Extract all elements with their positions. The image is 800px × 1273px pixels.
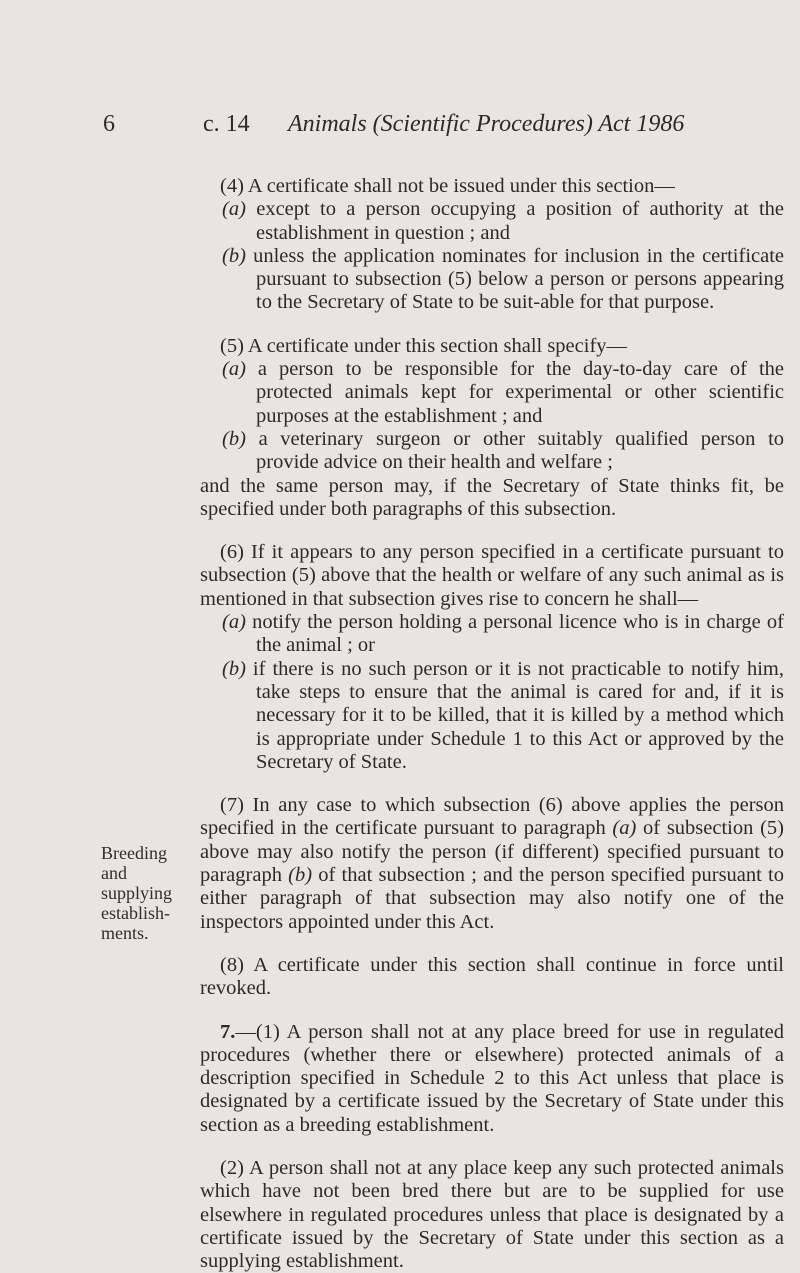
section-7-subsection-1: 7.—(1) A person shall not at any place breed for use in regulated procedures (whether there or elsewhere) protected animals of a description specified in Schedule 2 to this Act unless that place is designated by a certificate issued by the Secretary of State under this section as a breeding establishment. [200,1020,784,1136]
subsection-6-intro: (6) If it appears to any person specified in a certificate pursuant to subsection (5) above that the health or welfare of any such animal as is mentioned in that subsection gives rise to concern he shall— [200,541,784,610]
paragraph-5b [200,428,784,475]
page-number: 6 [103,111,115,137]
body-text [200,175,784,1273]
para-text: notify the person holding a personal licence who is in charge of the animal ; or [252,611,784,657]
para-label: (b) [222,427,246,450]
para-ref: (b) [288,864,313,887]
chapter-ref: c. 14 [203,111,250,137]
margin-note-line: establish- [101,903,170,923]
para-text: a person to be responsible for the day-to-day care of the protected animals kept for experimental or other scientific purposes at the establishment ; and [256,358,784,427]
section-number: 7. [220,1020,236,1043]
margin-note-line: supplying [101,883,173,903]
act-title: Animals (Scientific Procedures) Act 1986 [288,111,685,137]
para-text: a veterinary surgeon or other suitably qualified person to provide advice on their health and welfare ; [256,427,785,474]
margin-note-line: ments. [101,923,149,943]
para-label: (b) [222,244,246,267]
para-label: (a) [222,358,246,381]
subsection-8: (8) A certificate under this section shall continue in force until revoked. [200,953,784,1000]
subsection-5-closing: and the same person may, if the Secretary of State thinks fit, be specified under both paragraphs of this subsection. [200,474,784,520]
subsection-4-intro: (4) A certificate shall not be issued under this section— [220,175,675,197]
margin-note-line: Breeding and [101,843,167,883]
subsection-5-intro: (5) A certificate under this section shall specify— [220,334,628,357]
paragraph-6b [200,658,784,774]
paragraph-4b [200,245,784,315]
section-7-subsection-2: (2) A person shall not at any place keep any such protected animals which have not been bred there but are to be supplied for use elsewhere in regulated procedures unless that place is designated by a certificate issued by the Secretary of State under this section as a supplying establishment. [200,1156,784,1273]
para-text: unless the application nominates for inclusion in the certificate pursuant to subsection (5) below a person or persons appearing to the Secretary of State to be suit-able for that purpose. [253,244,785,314]
margin-note [101,843,197,943]
paragraph-6a [200,611,784,658]
para-label: (b) [222,657,246,680]
para-text: except to a person occupying a position of authority at the establishment in question ; and [256,198,784,244]
subsection-7: (7) In any case to which subsection (6) above applies the person specified in the certificate pursuant to paragraph (a) of subsection (5) above may also notify the person (if different) specified pursuant to paragraph (b) of that subsection ; and the person specified pursuant to either paragraph of that subsection may also notify one of the inspectors appointed under this Act. [200,794,784,933]
para-text: if there is no such person or it is not practicable to notify him, take steps to ensure that the animal is cared for and, if it is necessary for it to be killed, that it is killed by a method which is appropriate under Schedule 1 to this Act or approved by the Secretary of State. [252,657,785,773]
paragraph-4a [200,198,784,245]
para-ref: (a) [612,817,637,840]
para-label: (a) [222,611,246,634]
para-label: (a) [222,198,246,221]
paragraph-5a [200,358,784,428]
